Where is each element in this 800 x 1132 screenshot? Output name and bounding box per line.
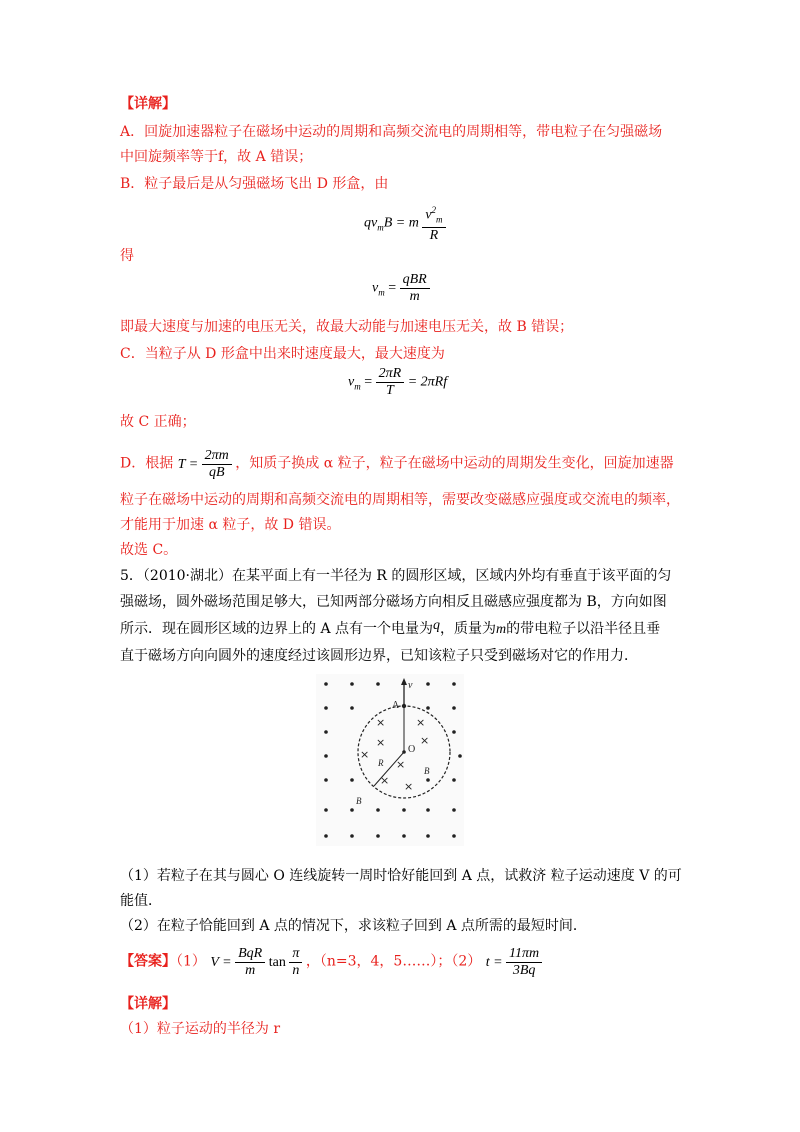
- problem5-line-1: 5．（2010·湖北）在某平面上有一半径为 R 的圆形区域，区域内外均有垂直于该平面的匀: [120, 568, 672, 584]
- center-o: [402, 750, 406, 754]
- mass-symbol: m: [496, 622, 507, 637]
- label-r: R: [378, 758, 384, 768]
- problem5-line-2: 强磁场，圆外磁场范围足够大，已知两部分磁场方向相反且磁感应强度都为 B，方向如图: [120, 594, 667, 610]
- eq1-num-sup: 2: [431, 205, 437, 215]
- option-d-line-1: [120, 448, 674, 481]
- eq1-den: R: [429, 228, 439, 244]
- label-a: A: [392, 700, 400, 711]
- eq3-lhs: v: [348, 374, 355, 390]
- label-o: O: [408, 744, 416, 755]
- ans-tan-num: π: [289, 946, 302, 963]
- cross-mark: ×: [416, 716, 426, 729]
- eqd-num: 2πm: [202, 448, 232, 465]
- cross-mark: ×: [376, 736, 386, 749]
- eq3-num: 2πR: [376, 366, 405, 383]
- de-text: 得: [120, 248, 134, 264]
- option-c-line-1: C．当粒子从 D 形盒中出来时速度最大，最大速度为: [120, 346, 445, 362]
- eqd-den: qB: [208, 465, 225, 480]
- eq1-mid: B = m: [383, 215, 419, 231]
- eq3-den: T: [386, 383, 394, 398]
- ans-den: m: [245, 963, 256, 978]
- ans-t-den: 3Bq: [512, 963, 536, 978]
- answer-part-1-label: （1）: [176, 953, 206, 970]
- option-a-line-2: 中回旋频率等于f，故 A 错误；: [120, 149, 313, 165]
- option-b-line-2: 即最大速度与加速的电压无关，故最大动能与加速电压无关，故 B 错误；: [120, 319, 574, 335]
- label-b-inside: B: [424, 766, 430, 776]
- ans-t-fraction: [506, 946, 542, 979]
- eq3-rhs: = 2πRf: [407, 374, 448, 390]
- ans-num: BqR: [235, 946, 265, 963]
- equation-1: [364, 202, 446, 244]
- eq2-num: qBR: [400, 272, 430, 289]
- eq2-lhs: v: [372, 280, 379, 296]
- eq3-eq: =: [364, 374, 373, 390]
- answer-condition: ，（n=3，4，5……）；（2）: [305, 953, 482, 970]
- label-v: v: [408, 680, 413, 691]
- eq3-fraction: [376, 366, 405, 399]
- eq2-eq: =: [388, 280, 397, 296]
- eq3-lhs-sub: m: [354, 381, 361, 392]
- ans-tan-fraction: [289, 946, 302, 979]
- problem5-line3-post: 的带电粒子以沿半径且垂: [506, 621, 661, 637]
- eqd-fraction: [202, 448, 232, 481]
- answer-label: 【答案】: [120, 953, 176, 970]
- answer-line: [120, 946, 542, 979]
- answer-select: 故选 C。: [120, 542, 178, 558]
- eq1-fraction: [422, 202, 445, 244]
- problem5-line-4: 直于磁场方向向圆外的速度经过该圆形边界，已知该粒子只受到磁场对它的作用力．: [120, 648, 638, 664]
- cross-mark: ×: [360, 748, 370, 761]
- option-d-pre: D．根据: [120, 455, 174, 472]
- eq1-num-sub: m: [436, 214, 443, 225]
- cross-mark: ×: [376, 716, 386, 729]
- eq2-den: m: [409, 289, 420, 304]
- equation-3: [348, 366, 447, 399]
- eq2-lhs-sub: m: [378, 287, 385, 298]
- ans-tan-den: n: [292, 963, 300, 978]
- option-a-line-1: A．回旋加速器粒子在磁场中运动的周期和高频交流电的周期相等，带电粒子在匀强磁场: [120, 124, 663, 140]
- cross-mark: ×: [404, 780, 414, 793]
- ans-v: V =: [210, 954, 232, 970]
- charge-symbol: q: [433, 618, 441, 633]
- label-b-outside: B: [356, 796, 362, 806]
- answer-equation-1: [210, 946, 305, 978]
- eq2-fraction: [400, 272, 430, 305]
- eq1-lhs: qv: [364, 215, 378, 231]
- eq1-num: v: [425, 207, 432, 223]
- detail-heading-1: 【详解】: [120, 96, 176, 112]
- equation-2: [372, 272, 430, 305]
- problem5-line-3: [120, 619, 660, 640]
- ans-fraction: [235, 946, 265, 979]
- option-d-line-2: 粒子在磁场中运动的周期和高频交流电的周期相等，需要改变磁感应强度或交流电的频率，: [120, 492, 680, 508]
- magnetic-field-figure: [316, 674, 464, 846]
- question2: （2）在粒子恰能回到 A 点的情况下，求该粒子回到 A 点所需的最短时间．: [120, 918, 587, 934]
- eq1-lhs-sub: m: [377, 222, 384, 233]
- question1-line-1: （1）若粒子在其与圆心 O 连线旋转一周时恰好能回到 A 点，试救济 粒子运动速度 V 的可: [120, 868, 682, 884]
- question1-line-2: 能值．: [120, 893, 162, 909]
- detail-heading-2: 【详解】: [120, 996, 176, 1012]
- cross-mark: ×: [380, 774, 390, 787]
- cross-mark: ×: [420, 734, 430, 747]
- option-c-line-2: 故 C 正确；: [120, 414, 196, 430]
- eqd-lhs: T =: [177, 456, 199, 472]
- ans-t-num: 11πm: [506, 946, 542, 963]
- option-b-line-1: B．粒子最后是从匀强磁场飞出 D 形盒，由: [120, 176, 389, 192]
- detail-line-1: （1）粒子运动的半径为 r: [120, 1021, 281, 1037]
- problem5-line3-pre: 所示．现在圆形区域的边界上的 A 点有一个电量为: [120, 621, 434, 637]
- cross-mark: ×: [396, 758, 406, 771]
- ans-tan: tan: [268, 954, 286, 970]
- option-d-post: ，知质子换成 α 粒子，粒子在磁场中运动的周期发生变化，回旋加速器: [235, 455, 674, 472]
- ans-t: t =: [485, 954, 503, 970]
- option-d-line-3: 才能用于加速 α 粒子，故 D 错误。: [120, 517, 341, 533]
- problem5-line3-mid: ，质量为: [440, 621, 497, 637]
